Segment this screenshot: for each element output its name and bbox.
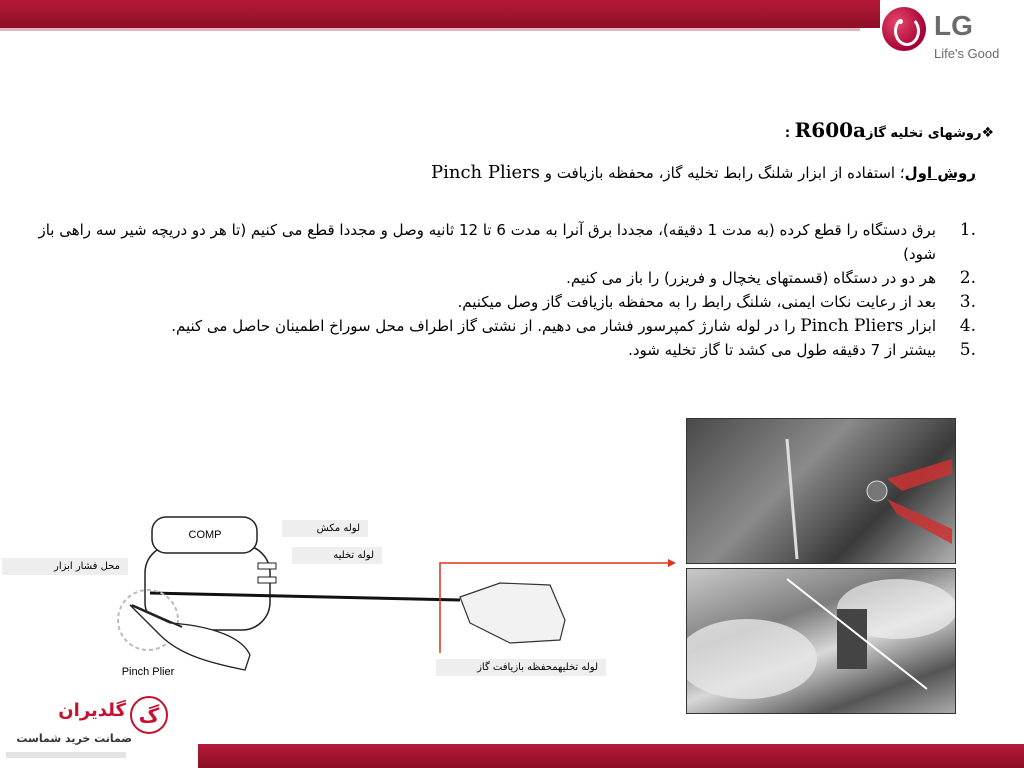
recovery-bag bbox=[460, 583, 565, 643]
step-number: .4 bbox=[959, 316, 976, 336]
list-item bbox=[36, 218, 976, 266]
title-code: R600a bbox=[794, 118, 866, 142]
golderan-name: گلدیران bbox=[58, 700, 126, 721]
page-title bbox=[785, 118, 994, 142]
step-number: .3 bbox=[959, 292, 976, 312]
golderan-slogan: ضمانت خرید شماست bbox=[16, 732, 132, 745]
step-text-after: را در لوله شارژ کمپرسور فشار می دهیم. از نشتی گاز اطراف محل سوراخ اطمینان حاصل می کنیم. bbox=[171, 317, 801, 335]
step-number: .5 bbox=[959, 340, 976, 360]
top-banner-shade bbox=[0, 28, 860, 31]
method-text: ؛ استفاده از ابزار شلنگ رابط تخلیه گاز، محفظه بازیافت و bbox=[539, 164, 905, 182]
lg-brand-text: LG bbox=[934, 10, 973, 41]
bullet-icon: ❖ bbox=[981, 125, 994, 141]
method-label: روش اول bbox=[904, 164, 976, 182]
tool-press-label: محل فشار ابزار bbox=[2, 558, 128, 575]
top-banner bbox=[0, 0, 880, 28]
photo-recovery-bag bbox=[686, 568, 956, 714]
compressor-body bbox=[145, 545, 270, 630]
list-item bbox=[36, 290, 976, 314]
step-text: بیشتر از 7 دقیقه طول می کشد تا گاز تخلیه شود. bbox=[628, 341, 936, 359]
method-tool: Pinch Pliers bbox=[430, 162, 540, 183]
step-number: .2 bbox=[959, 268, 976, 288]
photo-pinch-pliers bbox=[686, 418, 956, 564]
method-line bbox=[431, 162, 976, 183]
discharge-pipe-label: لوله تخلیه bbox=[292, 547, 382, 564]
pinch-plier-label: Pinch Plier bbox=[121, 666, 175, 678]
step-text-before: ابزار bbox=[903, 317, 936, 335]
golderan-logo bbox=[0, 690, 172, 768]
compressor-label: COMP bbox=[188, 529, 222, 541]
list-item bbox=[36, 338, 976, 362]
lg-tagline: Life's Good bbox=[934, 46, 1000, 61]
steps-list bbox=[36, 218, 976, 362]
step-number: .1 bbox=[959, 220, 976, 240]
step-text: برق دستگاه را قطع کرده (به مدت 1 دقیقه)، مجددا برق آنرا به مدت 6 تا 12 ثانیه وصل و مجددا قطع می کنیم (تا هر دو دریچه شیر سه راهی باز شود) bbox=[38, 221, 936, 263]
list-item bbox=[36, 266, 976, 290]
step-text: بعد از رعایت نکات ایمنی، شلنگ رابط را به محفظه بازیافت گاز وصل میکنیم. bbox=[457, 293, 936, 311]
title-suffix: : bbox=[784, 126, 795, 141]
recovery-label: لوله تخلیهمحفظه بازیافت گاز bbox=[436, 659, 606, 676]
step-text: هر دو در دستگاه (قسمتهای یخچال و فریزر) را باز می کنیم. bbox=[566, 269, 936, 287]
lg-logo bbox=[880, 4, 1005, 64]
bottom-banner bbox=[198, 744, 1024, 768]
title-text: روشهای تخلیه گاز bbox=[865, 126, 982, 141]
lg-face-icon bbox=[882, 7, 926, 51]
list-item bbox=[36, 314, 976, 338]
step-tool: Pinch Pliers bbox=[800, 316, 904, 336]
golderan-icon: گ bbox=[130, 696, 168, 734]
golderan-underline bbox=[6, 752, 126, 758]
suction-pipe-label: لوله مکش bbox=[282, 520, 368, 537]
